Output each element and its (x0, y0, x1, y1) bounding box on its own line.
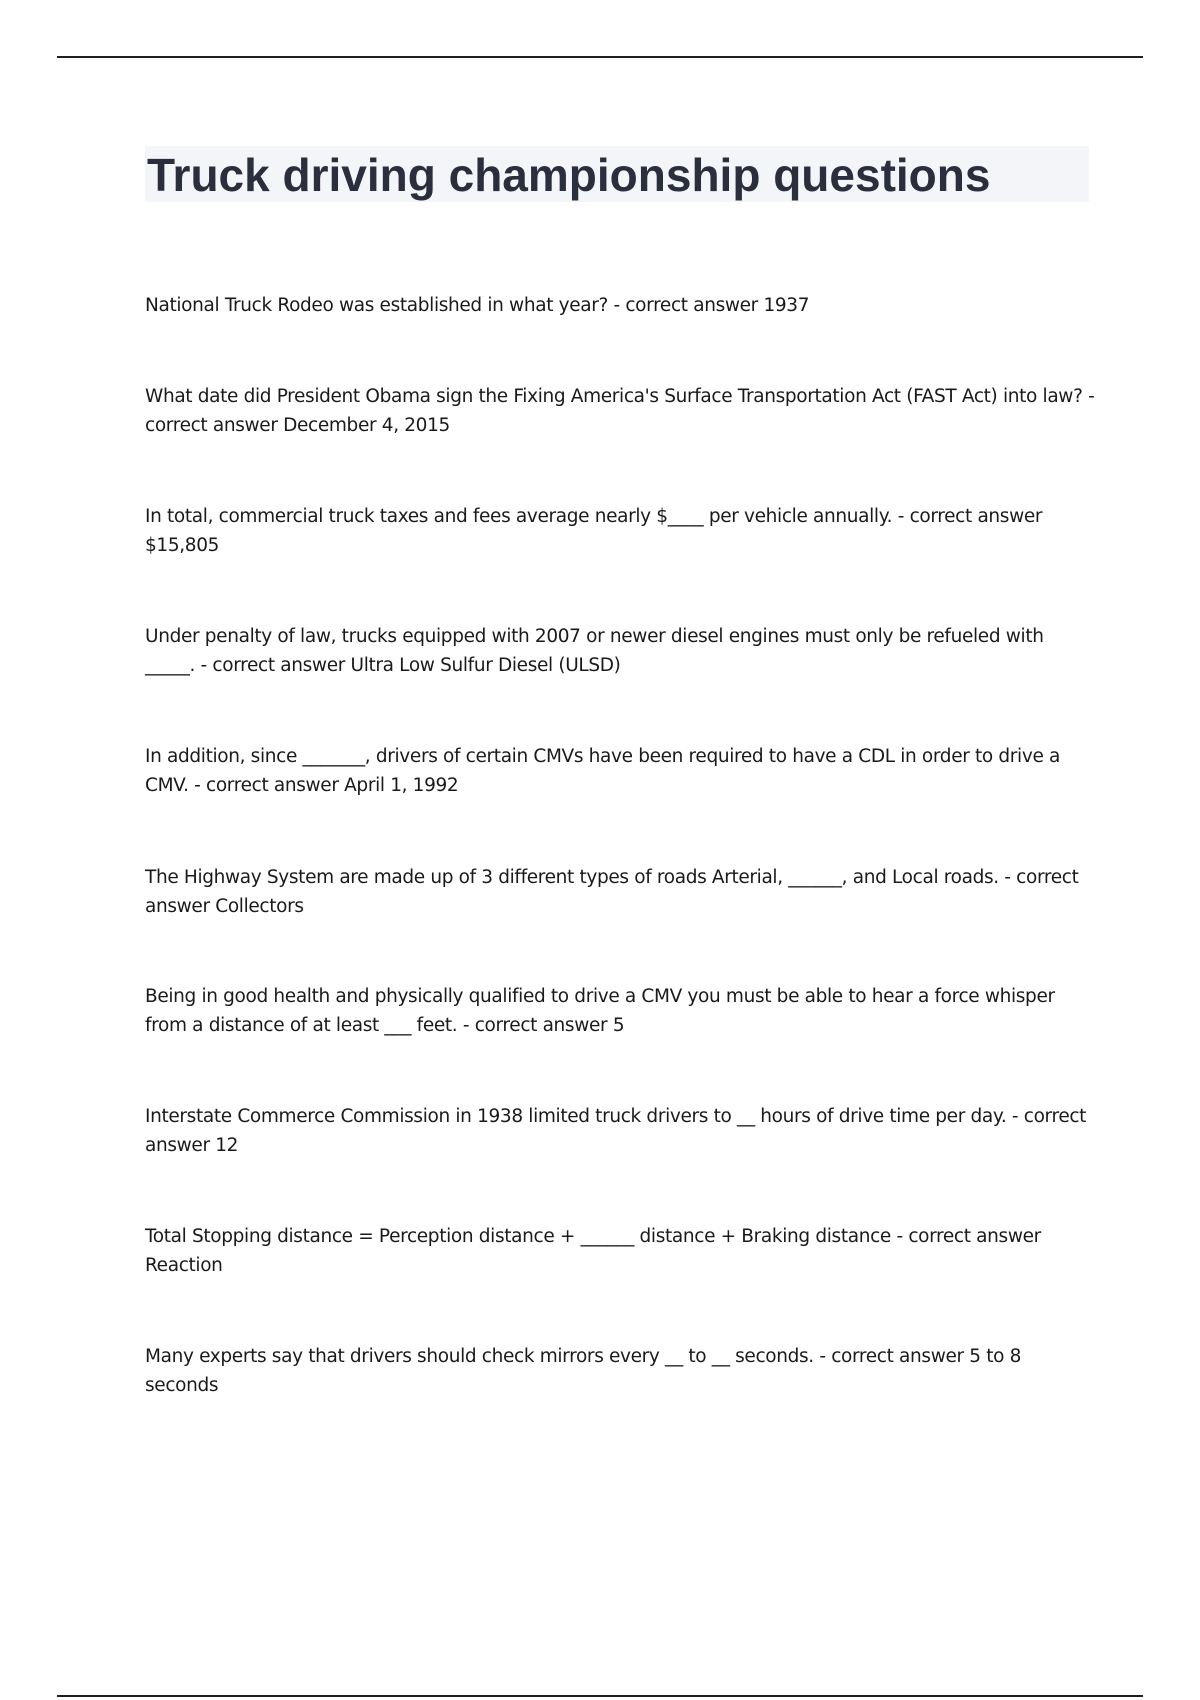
question-item: In total, commercial truck taxes and fees average nearly $____ per vehicle annually. - correct answer $15,805 (145, 506, 1043, 556)
question-item: Under penalty of law, trucks equipped with 2007 or newer diesel engines must only be refueled with _____. - correct answer Ultra Low Sulfur Diesel (ULSD) (145, 626, 1044, 676)
question-item: Interstate Commerce Commission in 1938 limited truck drivers to __ hours of drive time per day. - correct answer 12 (145, 1106, 1087, 1156)
bottom-divider (57, 1695, 1143, 1697)
question-item: Total Stopping distance = Perception distance + ______ distance + Braking distance - correct answer Reaction (145, 1226, 1041, 1276)
document-title: Truck driving championship questions (147, 149, 991, 201)
top-divider (57, 56, 1143, 58)
question-item: The Highway System are made up of 3 different types of roads Arterial, ______, and Local roads. - correct answer Collectors (145, 867, 1079, 917)
question-item: Many experts say that drivers should check mirrors every __ to __ seconds. - correct answer 5 to 8 seconds (145, 1346, 1022, 1396)
question-item: National Truck Rodeo was established in what year? - correct answer 1937 (145, 295, 810, 316)
question-item: What date did President Obama sign the Fixing America's Surface Transportation Act (FAST Act) into law? - correct answer December 4, 2015 (145, 386, 1095, 436)
question-item: Being in good health and physically qualified to drive a CMV you must be able to hear a force whisper from a distance of at least ___ feet. - correct answer 5 (145, 986, 1055, 1036)
question-item: In addition, since _______, drivers of certain CMVs have been required to have a CDL in order to drive a CMV. - correct answer April 1, 1992 (145, 746, 1060, 796)
